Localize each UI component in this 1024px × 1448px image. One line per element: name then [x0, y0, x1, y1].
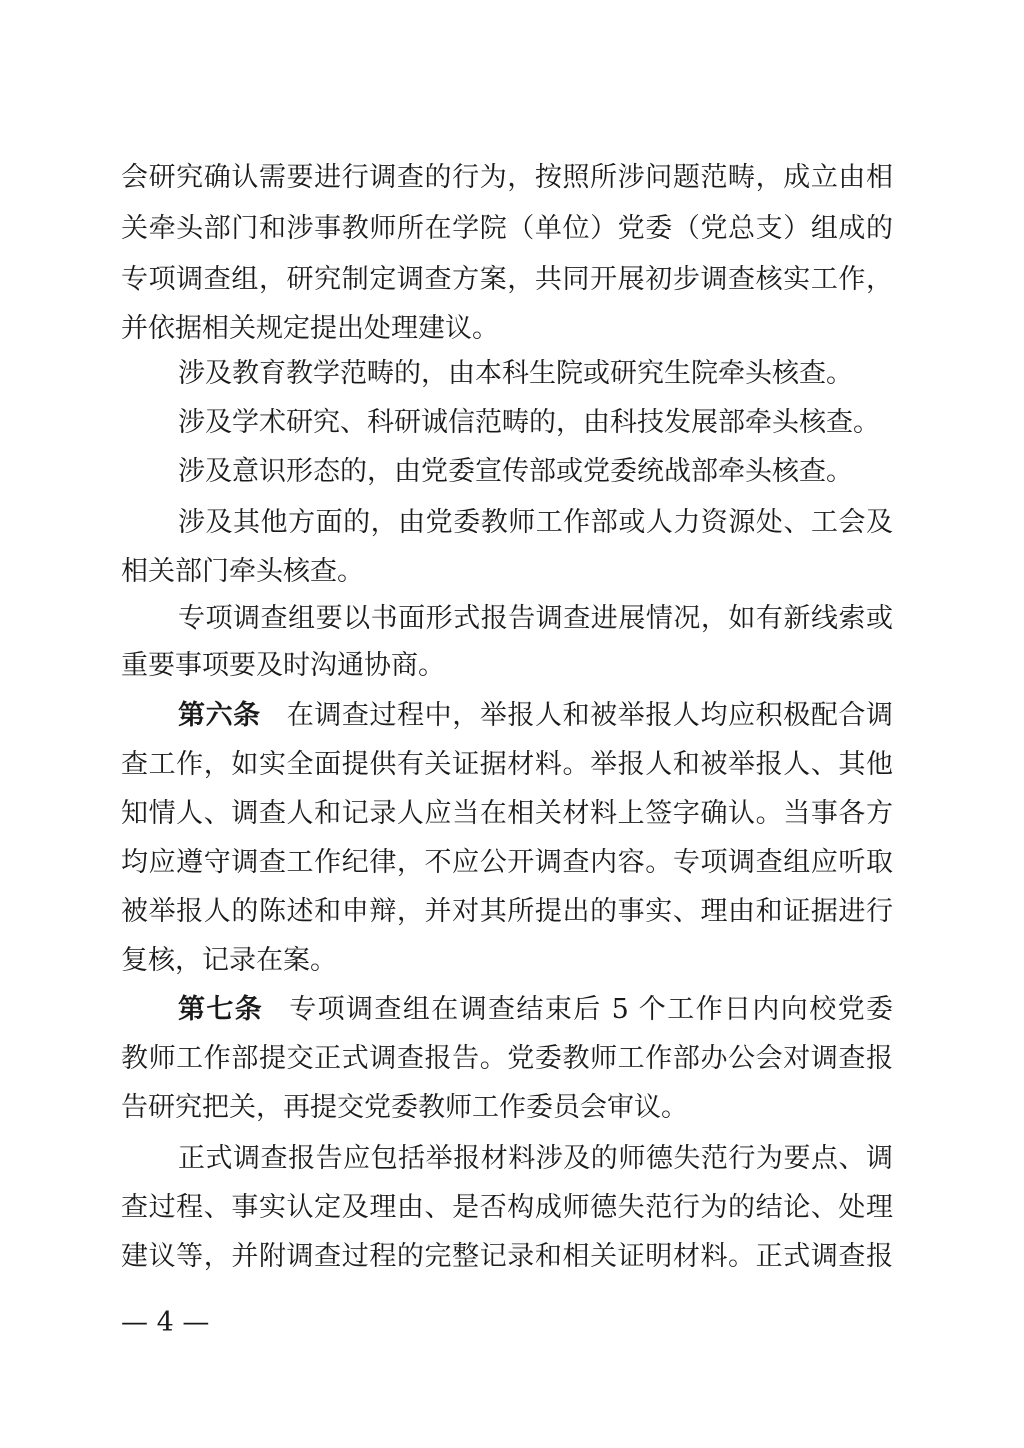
body-line: 被举报人的陈述和申辩，并对其所提出的事实、理由和证据进行: [121, 896, 893, 927]
article-7-title: 第七条: [178, 994, 264, 1025]
body-line: 查工作，如实全面提供有关证据材料。举报人和被举报人、其他: [121, 749, 893, 780]
body-line: 专项调查组要以书面形式报告调查进展情况，如有新线索或: [178, 603, 893, 634]
body-line: 重要事项要及时沟通协商。: [121, 650, 445, 681]
article-6-first-line: [178, 697, 893, 735]
body-line: 涉及意识形态的，由党委宣传部或党委统战部牵头核查。: [178, 456, 853, 487]
body-line: 相关部门牵头核查。: [121, 556, 364, 587]
body-line: 教师工作部提交正式调查报告。党委教师工作部办公会对调查报: [121, 1043, 893, 1074]
body-line: 建议等，并附调查过程的完整记录和相关证明材料。正式调查报: [121, 1241, 893, 1272]
body-line: 查过程、事实认定及理由、是否构成师德失范行为的结论、处理: [121, 1192, 893, 1223]
body-line: 会研究确认需要进行调查的行为，按照所涉问题范畴，成立由相: [121, 162, 893, 193]
article-7-first-line: [178, 991, 893, 1029]
body-line: 并依据相关规定提出处理建议。: [121, 313, 499, 344]
page-number: — 4 —: [121, 1307, 210, 1338]
body-line: 知情人、调查人和记录人应当在相关材料上签字确认。当事各方: [121, 798, 893, 829]
body-line: 复核，记录在案。: [121, 945, 337, 976]
body-line: 涉及教育教学范畴的，由本科生院或研究生院牵头核查。: [178, 358, 853, 389]
body-line: 涉及学术研究、科研诚信范畴的，由科技发展部牵头核查。: [178, 407, 880, 438]
body-line: 专项调查组，研究制定调查方案，共同开展初步调查核实工作，: [121, 264, 893, 295]
body-line: 正式调查报告应包括举报材料涉及的师德失范行为要点、调: [178, 1143, 893, 1174]
article-6-title: 第六条: [178, 700, 261, 731]
body-line: 关牵头部门和涉事教师所在学院（单位）党委（党总支）组成的: [121, 213, 893, 244]
body-line: 涉及其他方面的，由党委教师工作部或人力资源处、工会及: [178, 507, 893, 538]
article-7-text: 专项调查组在调查结束后 5 个工作日内向校党委: [289, 994, 894, 1025]
body-line: 均应遵守调查工作纪律，不应公开调查内容。专项调查组应听取: [121, 847, 893, 878]
article-6-text: 在调查过程中，举报人和被举报人均应积极配合调: [286, 700, 893, 731]
body-line: 告研究把关，再提交党委教师工作委员会审议。: [121, 1092, 688, 1123]
